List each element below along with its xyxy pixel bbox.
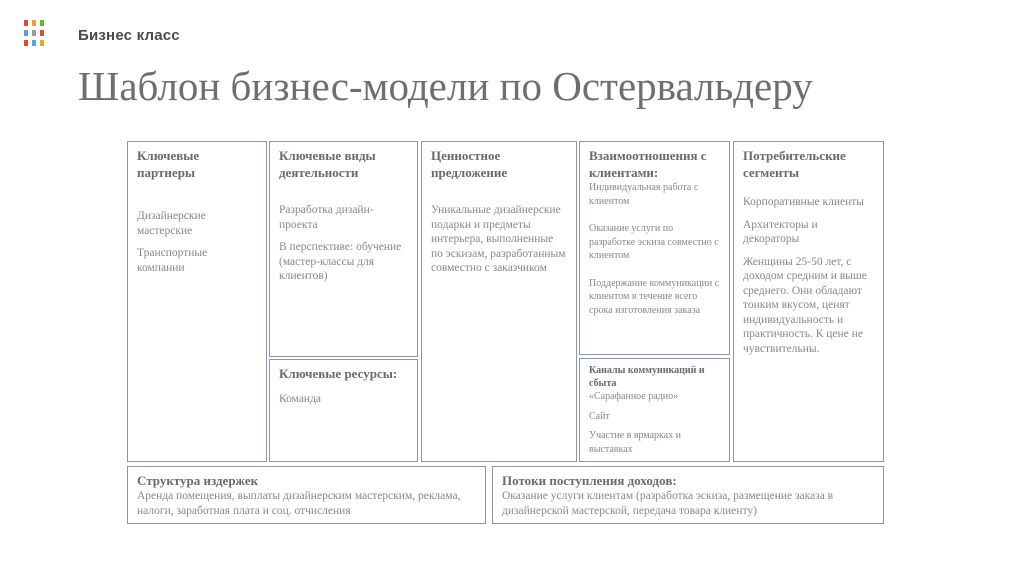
- cost-structure-text: Аренда помещения, выплаты дизайнерским мастерским, реклама, налоги, заработная плата и соц. отчисления: [137, 490, 461, 517]
- channels-title: Каналы коммуникаций и сбыта: [589, 365, 705, 389]
- key-partners-box: [127, 141, 267, 462]
- customer-relationship-item: Индивидуальная работа с клиентом: [589, 182, 699, 207]
- customer-segments-box: [733, 141, 884, 462]
- logo-square: [32, 20, 36, 26]
- channel-item: Сайт: [589, 410, 610, 422]
- key-partners-title: Ключевые партнеры: [137, 148, 200, 180]
- logo-square: [24, 20, 28, 26]
- brand-name: Бизнес класс: [78, 27, 180, 44]
- channels-box: [579, 358, 730, 462]
- logo-square: [32, 30, 36, 36]
- logo-square: [24, 40, 28, 46]
- key-resource-item: Команда: [279, 393, 322, 405]
- revenue-streams-box: [492, 466, 884, 524]
- channel-item: «Сарафанное радио»: [589, 391, 679, 402]
- logo-square: [40, 30, 44, 36]
- key-activities-box: [269, 141, 418, 357]
- logo-square: [32, 40, 36, 46]
- revenue-streams-text: Оказание услуги клиентам (разработка эскиза, размещение заказа в дизайнерской мастерской, передача товара клиенту): [502, 490, 834, 517]
- key-activity-item: Разработка дизайн-проекта: [279, 204, 374, 231]
- logo-square: [40, 20, 44, 26]
- customer-segments-title: Потребительские сегменты: [743, 148, 846, 180]
- revenue-streams-title: Потоки поступления доходов:: [502, 473, 677, 488]
- value-proposition-box: [421, 141, 577, 462]
- cost-structure-title: Структура издержек: [137, 473, 259, 488]
- value-proposition-text: Уникальные дизайнерские подарки и предметы интерьера, выполненные по эскизам, разработанным совместно с заказчиком: [431, 204, 566, 274]
- customer-relationships-box: [579, 141, 730, 355]
- key-resources-box: [269, 359, 418, 462]
- logo-square: [40, 40, 44, 46]
- key-activities-title: Ключевые виды деятельности: [279, 148, 376, 180]
- customer-relationship-item: Оказание услуги по разработке эскиза совместно с клиентом: [589, 223, 719, 261]
- customer-relationships-title: Взаимоотношения с клиентами:: [589, 148, 707, 180]
- key-partner-item: Дизайнерские мастерские: [137, 210, 206, 237]
- channel-item: Участие в ярмарках и выставках: [589, 430, 682, 455]
- customer-segment-item: Женщины 25-50 лет, с доходом средним и выше среднего. Они обладают тонким вкусом, ценят индивидуальность и практичность. К цене не чувствительны.: [743, 255, 867, 355]
- page-title: Шаблон бизнес-модели по Остервальдеру: [78, 63, 813, 109]
- customer-segment-item: Архитекторы и декораторы: [743, 218, 818, 245]
- cost-structure-box: [127, 466, 486, 524]
- key-partner-item: Транспортные компании: [137, 247, 208, 274]
- key-resources-title: Ключевые ресурсы:: [279, 366, 398, 381]
- customer-segment-item: Корпоративные клиенты: [743, 196, 865, 208]
- key-activity-item: В перспективе: обучение (мастер-классы для клиентов): [279, 241, 402, 282]
- value-proposition-title: Ценностное предложение: [431, 148, 508, 180]
- logo-square: [24, 30, 28, 36]
- customer-relationship-item: Поддержание коммуникации с клиентом в течение всего срока изготовления заказа: [589, 277, 720, 316]
